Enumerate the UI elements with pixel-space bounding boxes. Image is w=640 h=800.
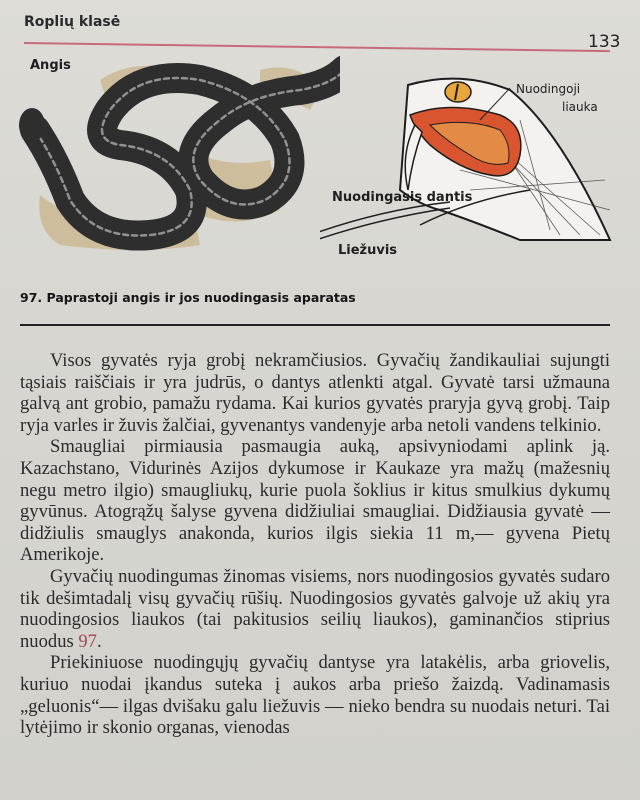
paragraph-3-end: . — [96, 630, 102, 652]
figure-97 — [0, 50, 640, 280]
paragraph-3 — [20, 566, 610, 652]
paragraph-2: Smaugliai pirmiausia pasmaugia auką, apsivyniodami aplink ją. Kazachstano, Vidurinės Azijos dykumose ir Kaukaze yra mažų (mažesnių negu metro ilgio) smaugliukų, kurie puola šoklius ir kitus smulkius dykumų gyvūnus. Atogrąžų šalyse gyvena didžiuliai smaugliai. Didžiausia gyvatė — didžiulis smauglys anakonda, kurios ilgis siekia 11 m,— gyvena Pietų Amerikoje. — [20, 436, 610, 566]
figure-label-angis: Angis — [30, 58, 71, 73]
figure-reference[interactable]: 97 — [78, 630, 97, 652]
viper-illustration — [0, 50, 340, 260]
running-head: Roplių klasė — [24, 14, 121, 30]
body-text — [20, 350, 610, 739]
caption-rule — [20, 324, 610, 326]
label-venom-gland-line1: Nuodingoji — [516, 82, 581, 96]
label-venom-gland-line2: liauka — [562, 100, 598, 114]
label-tongue: Liežuvis — [338, 243, 398, 258]
figure-caption: 97. Paprastoji angis ir jos nuodingasis aparatas — [20, 290, 356, 305]
page-number: 133 — [588, 32, 621, 52]
label-venom-fang: Nuodingasis dantis — [332, 190, 473, 205]
paragraph-1: Visos gyvatės ryja grobį nekramčiusios. Gyvačių žandikauliai sujungti tąsiais raiščiais ir yra judrūs, o dantys atlenkti atgal. Gyvatė tarsi užmauna galvą ant grobio, pamažu rydama. Kai kurios gyvatės praryja gyvą grobį. Taip ryja varles ir žuvis žalčiai, gyvenantys vandenyje arba netoli vandens telkinio. — [20, 350, 610, 436]
paragraph-3-text: Gyvačių nuodingumas žinomas visiems, nors nuodingosios gyvatės sudaro tik dešimtadalį visų gyvačių rūšių. Nuodingosios gyvatės galvoje už akių yra nuodingosios liaukos (tai pakitusios seilių liaukos), gaminančios stiprius nuodus — [20, 565, 610, 652]
paragraph-4: Priekiniuose nuodingųjų gyvačių dantyse yra latakėlis, arba griovelis, kuriuo nuodai įkandus suteka į aukos arba priešo žaizdą. Vadinamasis „geluonis“— ilgas dvišaku galu liežuvis — nieko bendra su nuodais neturi. Tai lytėjimo ir skonio organas, vienodas — [20, 652, 610, 739]
